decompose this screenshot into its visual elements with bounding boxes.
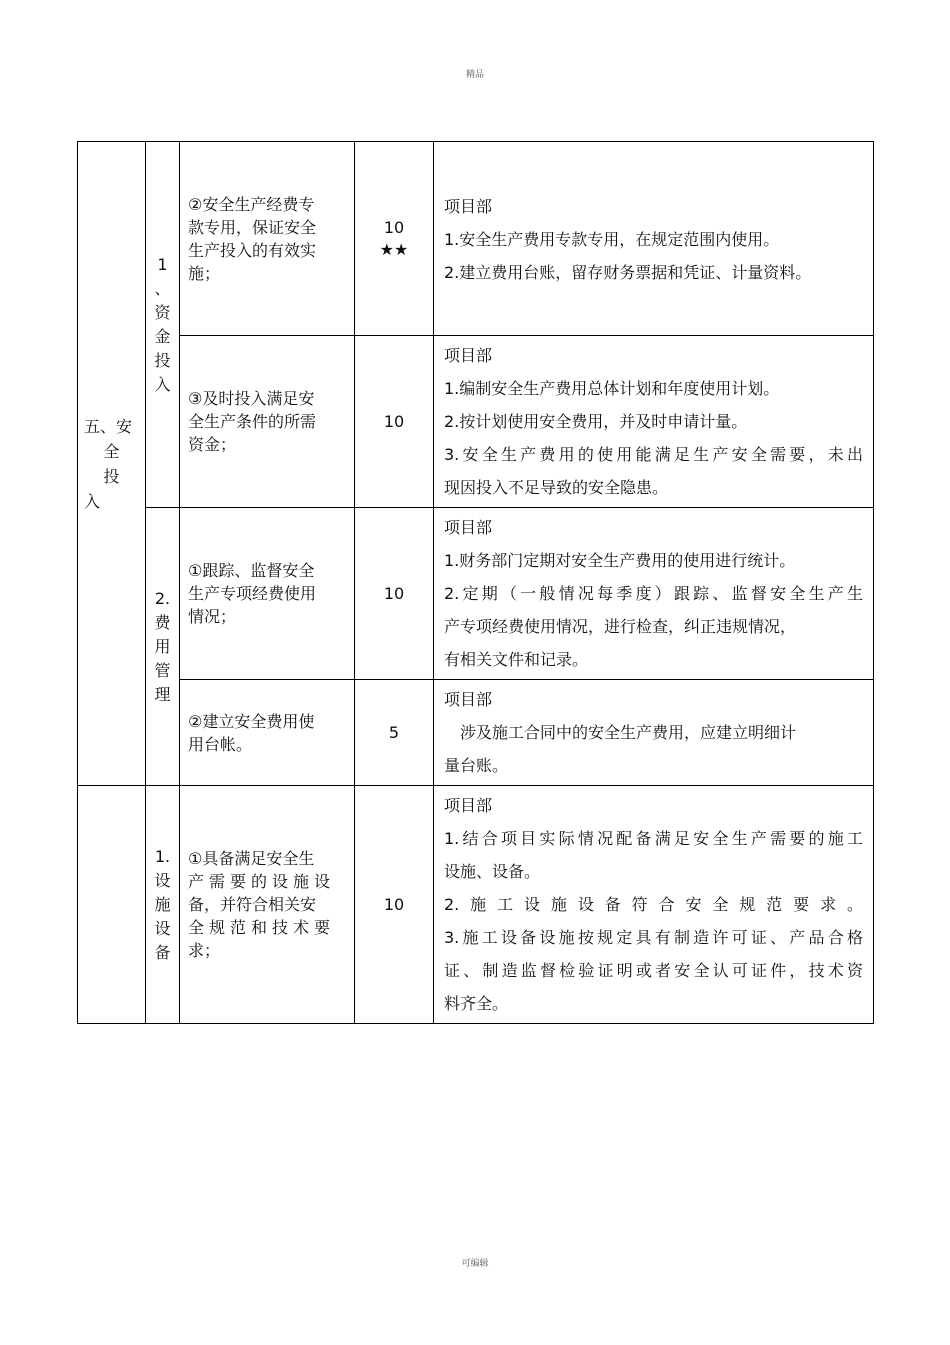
section-title-line: 五、安 — [84, 416, 133, 436]
score-value: 10 — [383, 894, 405, 914]
item-text-line: ②建立安全费用使 — [188, 711, 315, 731]
requirement-line: 料齐全。 — [444, 994, 509, 1013]
requirement-line: 产专项经费使用情况，进行检查，纠正违规情况， — [444, 617, 797, 636]
page-header: 精品 — [465, 70, 484, 80]
requirement-line: 2.定期（一般情况每季度）跟踪、监督安全生产生 — [444, 584, 863, 603]
item-text-line: 备，并符合相关安 — [188, 895, 317, 914]
subcategory-label-char: 2. — [154, 588, 171, 608]
requirement-cell — [434, 336, 874, 508]
requirement-line: 3.安全生产费用的使用能满足生产安全需要，未出 — [444, 445, 863, 464]
score-value: 10 — [383, 411, 405, 431]
item-cell — [180, 680, 355, 786]
table-row — [78, 508, 874, 680]
requirement-line: 有相关文件和记录。 — [444, 650, 589, 669]
requirement-line: 2.按计划使用安全费用，并及时申请计量。 — [444, 412, 748, 431]
score-cell — [355, 142, 434, 336]
score-cell — [355, 680, 434, 786]
subcategory-label-char: 费 — [154, 612, 171, 632]
subcategory-label-char: 用 — [154, 636, 171, 656]
requirement-line: 2.建立费用台账，留存财务票据和凭证、计量资料。 — [444, 263, 812, 282]
subcategory-cell — [146, 508, 180, 786]
subcategory-label-char: 投 — [154, 350, 171, 370]
section-title-cell — [78, 142, 146, 786]
subcategory-cell — [146, 786, 180, 1024]
page-footer: 可编辑 — [461, 1259, 489, 1269]
requirement-line: 项目部 — [444, 346, 493, 365]
star-rating: ★★ — [379, 239, 409, 259]
requirement-line: 1.财务部门定期对安全生产费用的使用进行统计。 — [444, 551, 796, 570]
requirement-line: 项目部 — [444, 197, 493, 216]
requirement-line: 涉及施工合同中的安全生产费用，应建立明细计 — [444, 723, 797, 742]
item-cell — [180, 336, 355, 508]
requirement-line: 量台账。 — [444, 756, 509, 775]
subcategory-label-char: 、 — [154, 278, 171, 298]
subcategory-label-char: 设 — [154, 870, 171, 890]
table-row — [78, 142, 874, 336]
item-text-line: ②安全生产经费专 — [188, 194, 315, 214]
item-text-line: 求； — [188, 941, 221, 960]
subcategory-label-char: 入 — [154, 374, 171, 394]
section-title-line: 入 — [84, 491, 101, 511]
subcategory-label-char: 资 — [154, 302, 171, 322]
requirement-line: 设施、设备。 — [444, 862, 541, 881]
item-text-line: 产需要的设施设 — [188, 872, 336, 891]
requirement-line: 1.结合项目实际情况配备满足安全生产需要的施工 — [444, 829, 863, 848]
table-row — [78, 680, 874, 786]
requirement-line: 项目部 — [444, 518, 493, 537]
item-text-line: 全规范和技术要 — [188, 918, 336, 937]
item-cell — [180, 786, 355, 1024]
item-text-line: ③及时投入满足安 — [188, 389, 315, 408]
table-row — [78, 336, 874, 508]
item-text-line: ①具备满足安全生 — [188, 849, 315, 868]
subcategory-label-char: 管 — [154, 660, 171, 680]
score-value: 10 — [383, 583, 405, 603]
requirement-line: 项目部 — [444, 690, 493, 709]
item-text-line: ①跟踪、监督安全 — [188, 561, 315, 580]
requirement-line: 项目部 — [444, 796, 493, 815]
requirement-line: 证、制造监督检验证明或者安全认可证件，技术资 — [444, 961, 863, 980]
score-cell — [355, 786, 434, 1024]
requirement-cell — [434, 786, 874, 1024]
item-text-line: 款专用，保证安全 — [188, 217, 317, 237]
item-text-line: 资金； — [188, 435, 237, 454]
subcategory-label-char: 金 — [154, 326, 171, 346]
score-value: 10 — [383, 217, 405, 237]
section-title-cell — [78, 786, 146, 1024]
item-text-line: 施； — [188, 263, 221, 283]
item-text-line: 用台帐。 — [188, 734, 253, 754]
subcategory-label-char: 理 — [154, 684, 171, 704]
requirement-line: 1.安全生产费用专款专用，在规定范围内使用。 — [444, 230, 780, 249]
subcategory-label-char: 1 — [157, 254, 168, 274]
score-cell — [355, 508, 434, 680]
requirement-cell — [434, 680, 874, 786]
requirement-line: 1.编制安全生产费用总体计划和年度使用计划。 — [444, 379, 780, 398]
requirement-line: 现因投入不足导致的安全隐患。 — [444, 478, 669, 497]
item-text-line: 情况； — [188, 607, 237, 626]
item-text-line: 全生产条件的所需 — [188, 412, 317, 431]
score-cell — [355, 336, 434, 508]
item-cell — [180, 508, 355, 680]
score-value: 5 — [388, 722, 400, 742]
item-text-line: 生产专项经费使用 — [188, 584, 317, 603]
table-row — [78, 786, 874, 1024]
requirement-line: 2.施工设施设备符合安全规范要求。 — [444, 895, 863, 914]
safety-investment-table — [77, 141, 874, 1024]
subcategory-label-char: 施 — [154, 894, 171, 914]
requirement-cell — [434, 142, 874, 336]
subcategory-label-char: 1. — [154, 846, 171, 866]
subcategory-cell — [146, 142, 180, 508]
subcategory-label-char: 设 — [154, 918, 171, 938]
item-cell — [180, 142, 355, 336]
item-text-line: 生产投入的有效实 — [188, 240, 317, 260]
subcategory-label-char: 备 — [154, 942, 171, 962]
requirement-cell — [434, 508, 874, 680]
section-title-line: 全 投 — [103, 441, 134, 486]
requirement-line: 3.施工设备设施按规定具有制造许可证、产品合格 — [444, 928, 863, 947]
